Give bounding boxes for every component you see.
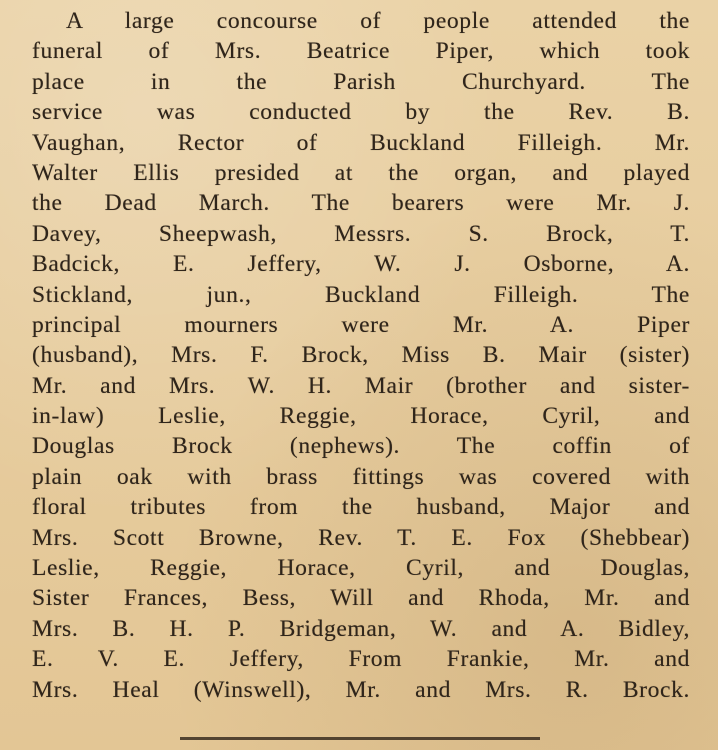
article-line-15: Douglas Brock (nephews). The coffin of — [32, 433, 690, 460]
article-line-22: E. V. E. Jeffery, From Frankie, Mr. and — [32, 646, 690, 673]
article-line-11: principal mourners were Mr. A. Piper — [32, 311, 690, 338]
article-line-17: floral tributes from the husband, Major and — [32, 494, 690, 521]
article-line-13: Mr. and Mrs. W. H. Mair (brother and sister- — [32, 372, 690, 399]
article-line-1: A large concourse of people attended the — [66, 8, 690, 34]
article-line-7: the Dead March. The bearers were Mr. J. — [32, 190, 690, 217]
article-line-9: Badcick, E. Jeffery, W. J. Osborne, A. — [32, 251, 690, 278]
article-line-14: in-law) Leslie, Reggie, Horace, Cyril, and — [32, 403, 690, 430]
article-line-8: Davey, Sheepwash, Messrs. S. Brock, T. — [32, 220, 690, 247]
article-line-10: Stickland, jun., Buckland Filleigh. The — [32, 281, 690, 308]
article-line-19: Leslie, Reggie, Horace, Cyril, and Douglas, — [32, 555, 690, 582]
article-line-5: Vaughan, Rector of Buckland Filleigh. Mr. — [32, 129, 690, 156]
article-line-16: plain oak with brass fittings was covered with — [32, 463, 690, 490]
funeral-notice-article — [32, 6, 690, 705]
article-line-20: Sister Frances, Bess, Will and Rhoda, Mr. and — [32, 585, 690, 612]
article-line-18: Mrs. Scott Browne, Rev. T. E. Fox (Shebbear) — [32, 524, 690, 551]
article-line-12: (husband), Mrs. F. Brock, Miss B. Mair (sister) — [32, 342, 690, 369]
article-line-23: Mrs. Heal (Winswell), Mr. and Mrs. R. Brock. — [32, 676, 690, 703]
article-line-6: Walter Ellis presided at the organ, and played — [32, 159, 690, 186]
article-line-21: Mrs. B. H. P. Bridgeman, W. and A. Bidley, — [32, 615, 690, 642]
article-line-3: place in the Parish Churchyard. The — [32, 68, 690, 95]
column-divider-rule — [180, 737, 540, 740]
article-line-2: funeral of Mrs. Beatrice Piper, which took — [32, 38, 690, 65]
article-line-4: service was conducted by the Rev. B. — [32, 99, 690, 126]
